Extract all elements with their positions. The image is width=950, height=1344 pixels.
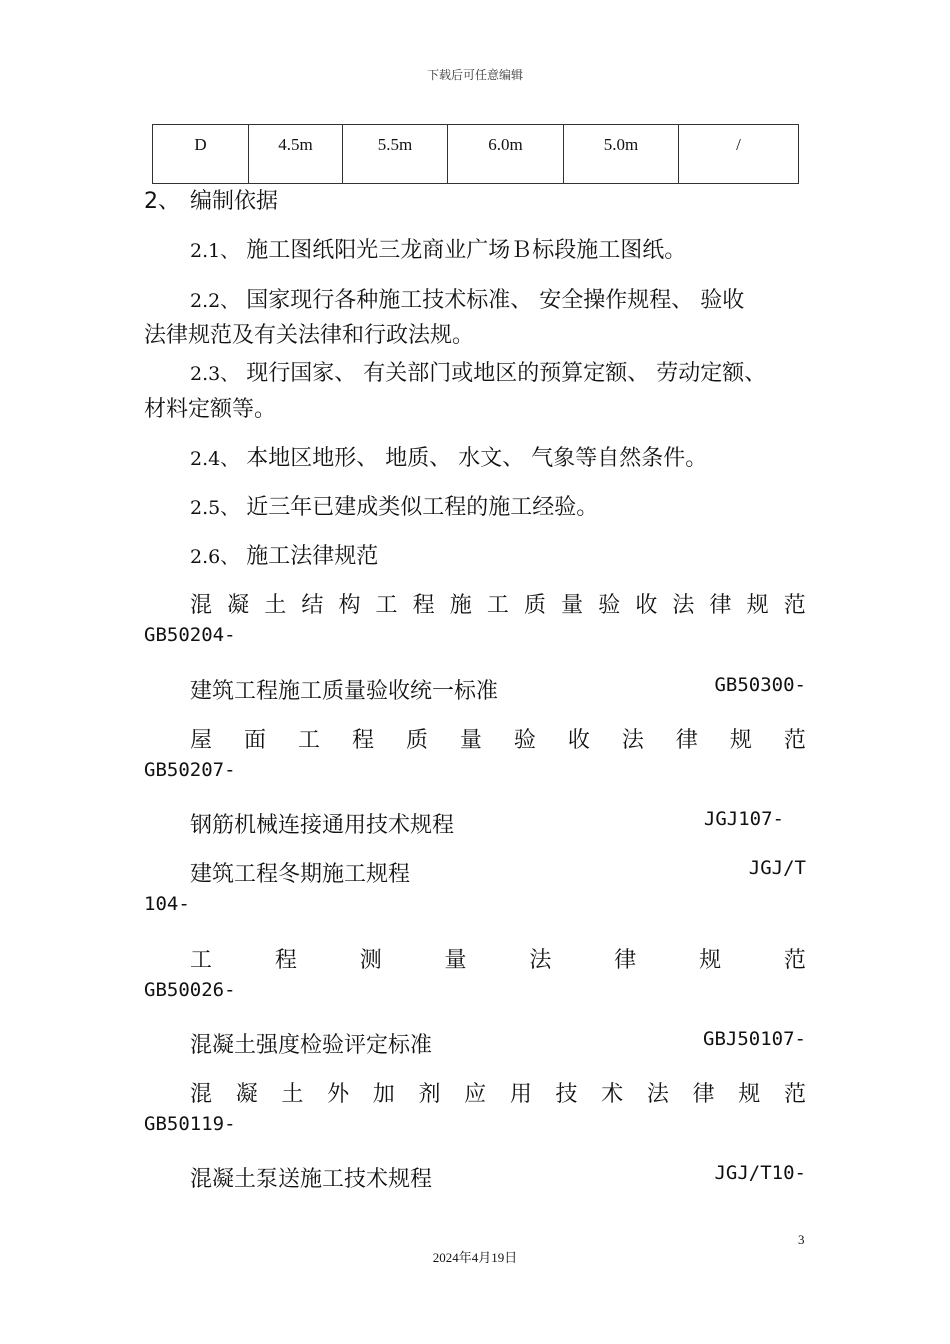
standard-name-char: 土 [264,593,287,618]
list-item [190,490,598,521]
list-item [190,233,686,264]
standard-name-char: 工 [486,593,509,618]
standard-name-char: 工 [375,593,398,618]
standard-name-char: 屋 [190,728,213,753]
section-number: 2、 [144,189,180,214]
standard-name-char: 工 [190,948,213,973]
standard-code: GB50204- [144,624,236,646]
list-item [190,356,766,387]
table-row [153,125,799,184]
item-text: 施工法律规范 [246,544,379,569]
standard-name-char: 应 [464,1082,487,1107]
standard-name-char: 法 [646,1082,669,1107]
standard-name-char: 法 [672,593,695,618]
standard-name-char: 量 [444,948,467,973]
standard-name-char: 土 [281,1082,304,1107]
standard-code-continuation: 104- [144,893,190,915]
table-cell: 5.0m [564,125,679,184]
standard-name-char: 剂 [418,1082,441,1107]
standard-name-char: 外 [327,1082,350,1107]
header-note: 下载后可任意编辑 [426,68,523,82]
standard-name: 建筑工程施工质量验收统一标准 [190,679,499,704]
standard-line [190,674,806,705]
table-cell: / [679,125,799,184]
standard-name-spread [190,723,806,754]
list-item [190,283,744,314]
standard-name-char: 质 [405,728,428,753]
standard-name-char: 收 [567,728,590,753]
item-text: 本地区地形、 地质、 水文、 气象等自然条件。 [246,446,708,471]
item-number: 2.4、 [190,448,240,470]
item-number: 2.2、 [190,290,240,312]
standard-name-char: 律 [614,948,637,973]
standard-name-char: 量 [561,593,584,618]
standard-name-char: 律 [709,593,732,618]
standard-name-spread [190,588,806,619]
item-continuation: 材料定额等。 [144,397,277,422]
standard-name-char: 技 [555,1082,578,1107]
standard-name-spread [190,1077,806,1108]
standard-name-char: 律 [675,728,698,753]
standard-code: GB50207- [144,759,236,781]
item-number: 2.1、 [190,240,240,262]
standard-name-char: 用 [509,1082,532,1107]
standard-name: 建筑工程冬期施工规程 [190,862,411,887]
standard-name-char: 范 [783,1082,806,1107]
standard-code: GB50119- [144,1113,236,1135]
standard-name-char: 术 [601,1082,624,1107]
footer-date: 2024年4月19日 [432,1250,518,1265]
standard-name-char: 验 [598,593,621,618]
list-item [190,539,378,570]
standard-name-char: 测 [359,948,382,973]
standard-name: 钢筋机械连接通用技术规程 [190,813,455,838]
standard-code: JGJ/T10- [714,1162,806,1184]
item-text: 近三年已建成类似工程的施工经验。 [246,495,599,520]
standard-name-char: 面 [243,728,266,753]
standard-name-char: 结 [301,593,324,618]
standard-name-char: 混 [190,593,213,618]
standard-name-char: 程 [412,593,435,618]
standard-name-char: 加 [372,1082,395,1107]
item-text: 施工图纸阳光三龙商业广场Ｂ标段施工图纸。 [246,238,687,263]
standard-code: GBJ50107- [703,1028,806,1050]
item-text: 国家现行各种施工技术标准、 安全操作规程、 验收 [246,288,745,313]
standard-name-char: 范 [783,593,806,618]
standard-line [190,1162,806,1193]
standard-name-char: 规 [699,948,722,973]
standard-name-char: 量 [459,728,482,753]
standard-name-char: 凝 [235,1082,258,1107]
standard-name-char: 规 [746,593,769,618]
standard-name-char: 凝 [227,593,250,618]
table-cell: D [153,125,249,184]
section-heading [144,184,278,215]
standard-name-char: 混 [190,1082,213,1107]
table-cell: 6.0m [448,125,564,184]
standard-name-char: 律 [692,1082,715,1107]
standard-name-char: 施 [449,593,472,618]
standard-name-char: 验 [513,728,536,753]
section-title: 编制依据 [190,189,279,214]
page-number: 3 [798,1232,805,1247]
spec-table [152,124,799,184]
standard-name-char: 法 [529,948,552,973]
standard-code: JGJ/T [748,857,806,879]
list-item [190,441,707,472]
standard-name-char: 程 [351,728,374,753]
item-continuation: 法律规范及有关法律和行政法规。 [144,323,475,348]
standard-name: 混凝土强度检验评定标准 [190,1033,433,1058]
standard-line [190,808,806,839]
table-cell: 4.5m [249,125,343,184]
standard-line [190,1028,806,1059]
standard-code: GB50300- [714,674,806,696]
standard-name-char: 规 [729,728,752,753]
standard-code: JGJ107- [703,808,784,830]
standard-name-char: 收 [635,593,658,618]
standard-line [190,857,806,888]
standard-name-char: 规 [738,1082,761,1107]
item-number: 2.3、 [190,363,240,385]
standard-name-char: 范 [783,728,806,753]
standard-name-char: 工 [297,728,320,753]
standard-code: GB50026- [144,979,236,1001]
standard-name-char: 程 [274,948,297,973]
standard-name-char: 构 [338,593,361,618]
item-text: 现行国家、 有关部门或地区的预算定额、 劳动定额、 [246,361,767,386]
item-number: 2.6、 [190,546,240,568]
item-number: 2.5、 [190,497,240,519]
standard-name: 混凝土泵送施工技术规程 [190,1167,433,1192]
standard-name-spread [190,943,806,974]
standard-name-char: 法 [621,728,644,753]
standard-name-char: 范 [783,948,806,973]
table-cell: 5.5m [343,125,448,184]
standard-name-char: 质 [523,593,546,618]
